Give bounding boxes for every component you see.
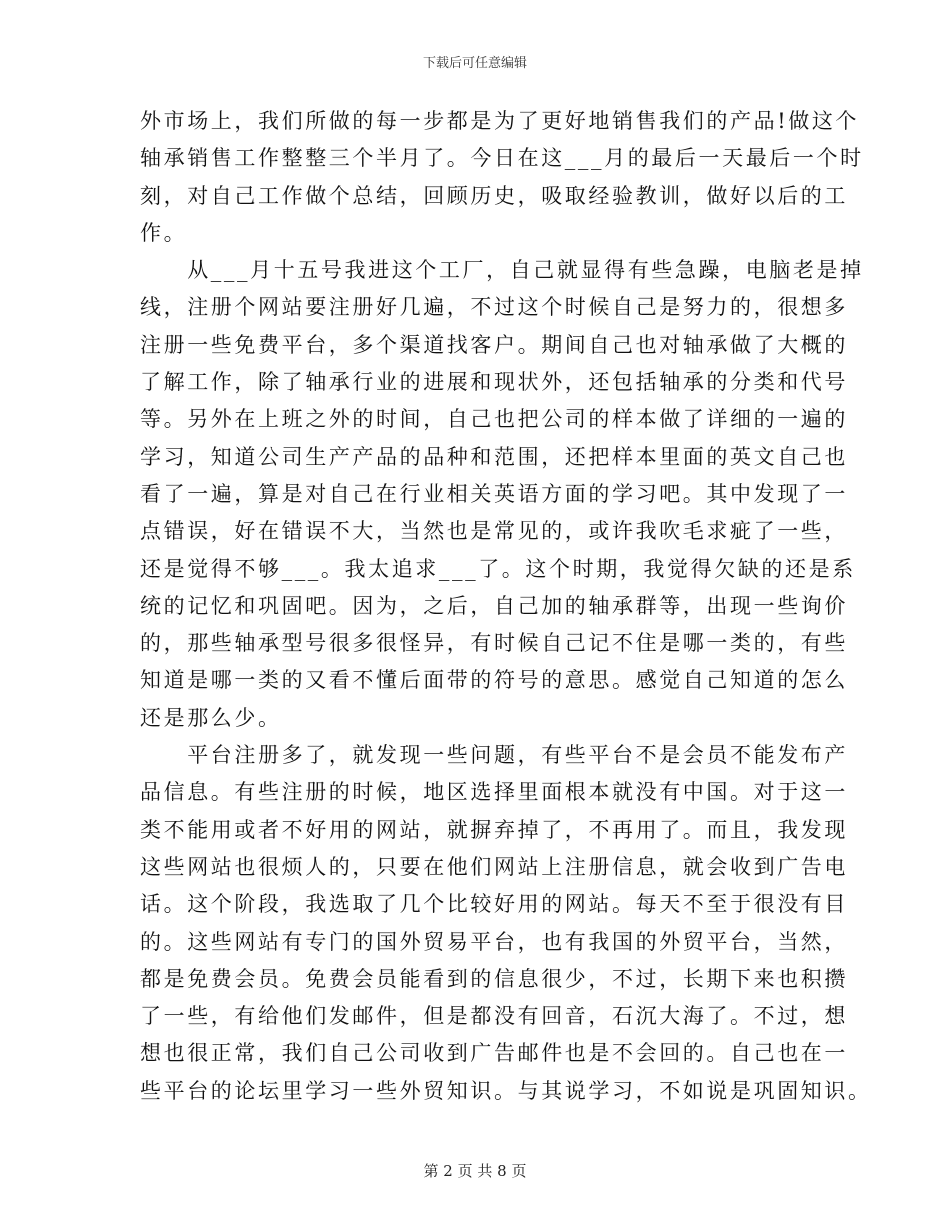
text-line: 注册一些免费平台，多个渠道找客户。期间自己也对轴承做了大概的 [140, 332, 848, 357]
text-line: 刻，对自己工作做个总结，回顾历史，吸取经验教训，做好以后的工 [140, 183, 848, 208]
text-line: 想也很正常，我们自己公司收到广告邮件也是不会回的。自己也在一 [140, 1041, 848, 1066]
text-line: 还是那么少。 [140, 705, 282, 730]
page-footer: 第 2 页 共 8 页 [423, 1162, 527, 1180]
text-line: 外市场上，我们所做的每一步都是为了更好地销售我们的产品!做这个 [140, 109, 860, 133]
text-line: 的。这些网站有专门的国外贸易平台，也有我国的外贸平台，当然， [140, 929, 848, 954]
text-line: 看了一遍，算是对自己在行业相关英语方面的学习吧。其中发现了一 [140, 481, 848, 506]
text-line: 的，那些轴承型号很多很怪异，有时候自己记不住是哪一类的，有些 [140, 631, 848, 656]
text-line: 品信息。有些注册的时候，地区选择里面根本就没有中国。对于这一 [140, 780, 848, 805]
text-line: 点错误，好在错误不大，当然也是常见的，或许我吹毛求疵了一些， [140, 519, 848, 544]
text-line: 作。 [140, 220, 188, 245]
text-line: 统的记忆和巩固吧。因为，之后，自己加的轴承群等，出现一些询价 [140, 593, 848, 618]
text-line: 知道是哪一类的又看不懂后面带的符号的意思。感觉自己知道的怎么 [140, 668, 848, 693]
text-line: 这些网站也很烦人的，只要在他们网站上注册信息，就会收到广告电 [140, 854, 848, 879]
text-line: 从___月十五号我进这个工厂，自己就显得有些急躁，电脑老是掉 [140, 258, 864, 283]
text-line: 等。另外在上班之外的时间，自己也把公司的样本做了详细的一遍的 [140, 407, 848, 432]
body-text [140, 103, 872, 1110]
text-line: 类不能用或者不好用的网站，就摒弃掉了，不再用了。而且，我发现 [140, 817, 848, 842]
text-line: 轴承销售工作整整三个半月了。今日在这___月的最后一天最后一个时 [140, 146, 864, 171]
text-line: 都是免费会员。免费会员能看到的信息很少，不过，长期下来也积攒 [140, 966, 848, 991]
text-line: 些平台的论坛里学习一些外贸知识。与其说学习，不如说是巩固知识。 [140, 1078, 872, 1103]
text-line: 还是觉得不够___。我太追求___了。这个时期，我觉得欠缺的还是系 [140, 556, 856, 581]
page-header: 下载后可任意编辑 [422, 56, 527, 71]
text-line: 了解工作，除了轴承行业的进展和现状外，还包括轴承的分类和代号 [140, 370, 848, 395]
text-line: 话。这个阶段，我选取了几个比较好用的网站。每天不至于很没有目 [140, 892, 848, 917]
text-line: 学习，知道公司生产产品的品种和范围，还把样本里面的英文自己也 [140, 444, 848, 469]
text-line: 了一些，有给他们发邮件，但是都没有回音，石沉大海了。不过，想 [140, 1004, 848, 1029]
text-line: 平台注册多了，就发现一些问题，有些平台不是会员不能发布产 [140, 743, 848, 768]
text-line: 线，注册个网站要注册好几遍，不过这个时候自己是努力的，很想多 [140, 295, 848, 320]
